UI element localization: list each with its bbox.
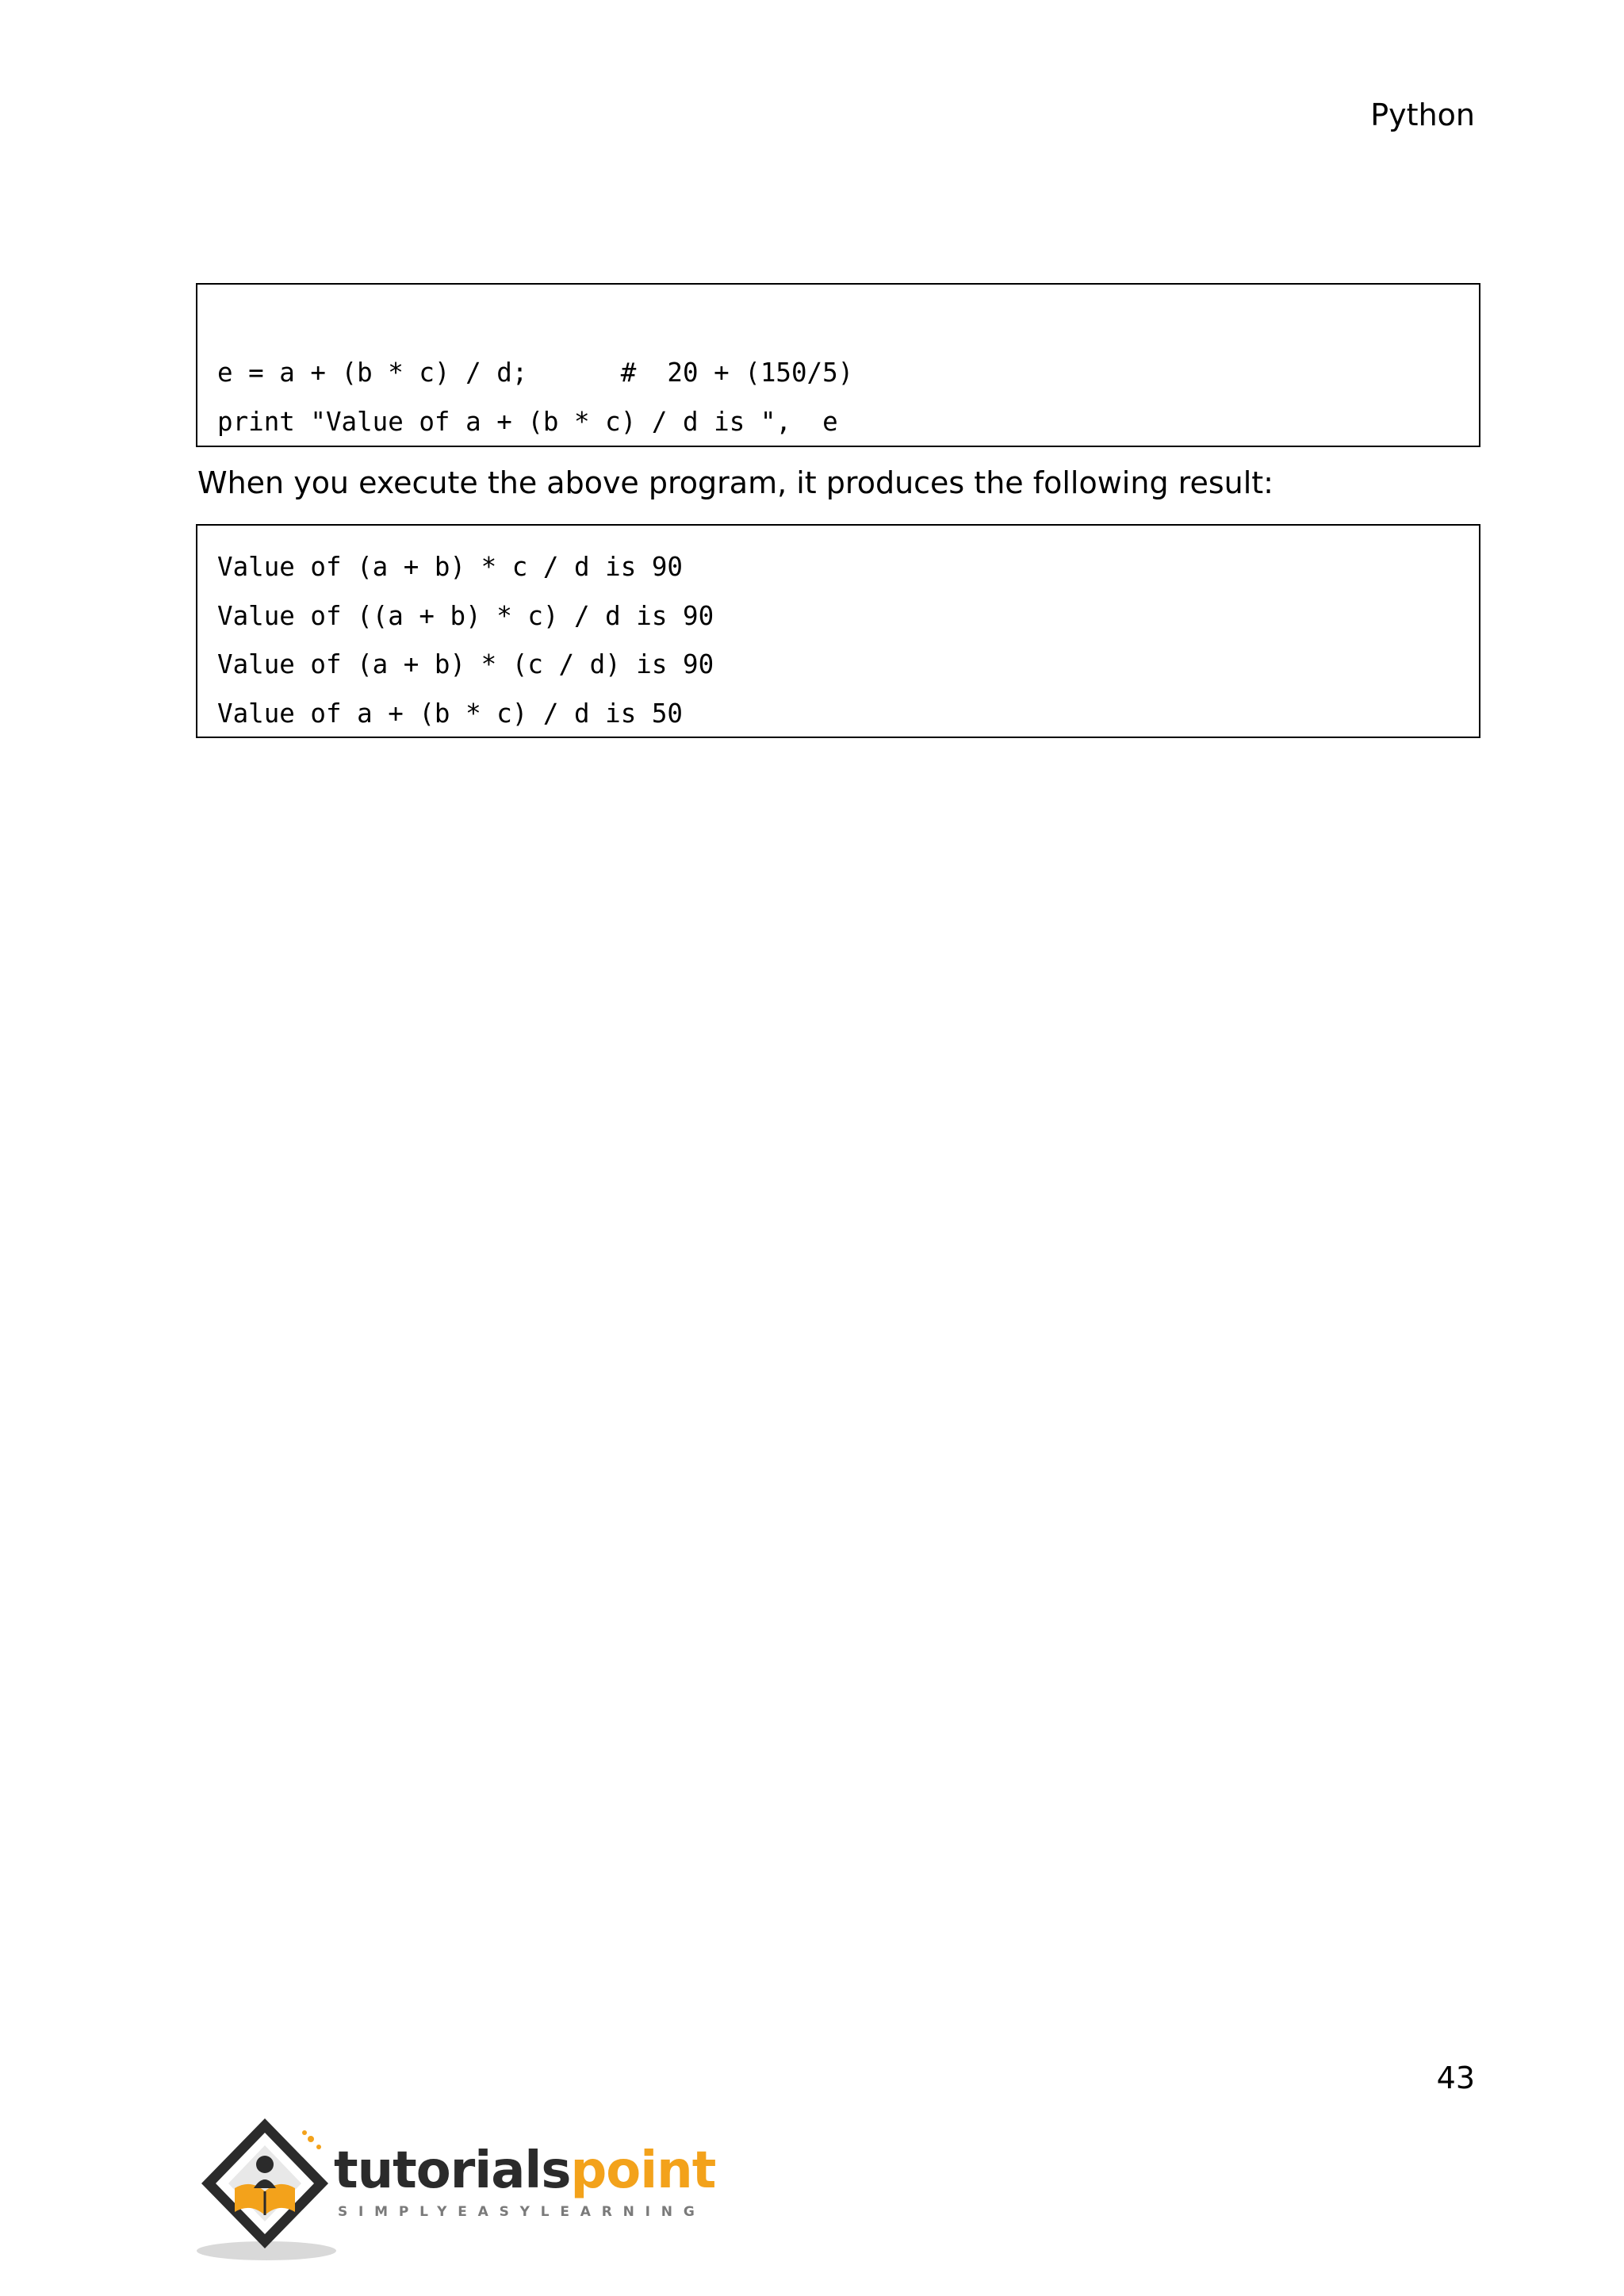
book-reader-diamond-icon <box>193 2115 336 2266</box>
running-header-title: Python <box>1370 98 1475 132</box>
tutorialspoint-logo <box>193 2115 716 2266</box>
brand-tagline: SIMPLYEASYLEARNING <box>338 2204 706 2220</box>
brand-wordmark <box>334 2143 715 2198</box>
page-number: 43 <box>1436 2061 1475 2095</box>
source-code-line: print "Value of a + (b * c) / d is ", e <box>217 406 838 437</box>
output-code-line: Value of a + (b * c) / d is 50 <box>217 698 683 729</box>
source-code-block <box>196 283 1480 447</box>
output-code-line: Value of (a + b) * c / d is 90 <box>217 552 683 582</box>
output-code-line: Value of ((a + b) * c) / d is 90 <box>217 600 714 631</box>
brand-wordmark-accent: point <box>570 2141 716 2200</box>
source-code-line: e = a + (b * c) / d; # 20 + (150/5) <box>217 358 854 388</box>
brand-wordmark-dark: tutorials <box>334 2141 571 2200</box>
output-code-line: Value of (a + b) * (c / d) is 90 <box>217 649 714 679</box>
output-code-block <box>196 524 1480 738</box>
result-intro-paragraph: When you execute the above program, it produces the following result: <box>197 465 1274 500</box>
